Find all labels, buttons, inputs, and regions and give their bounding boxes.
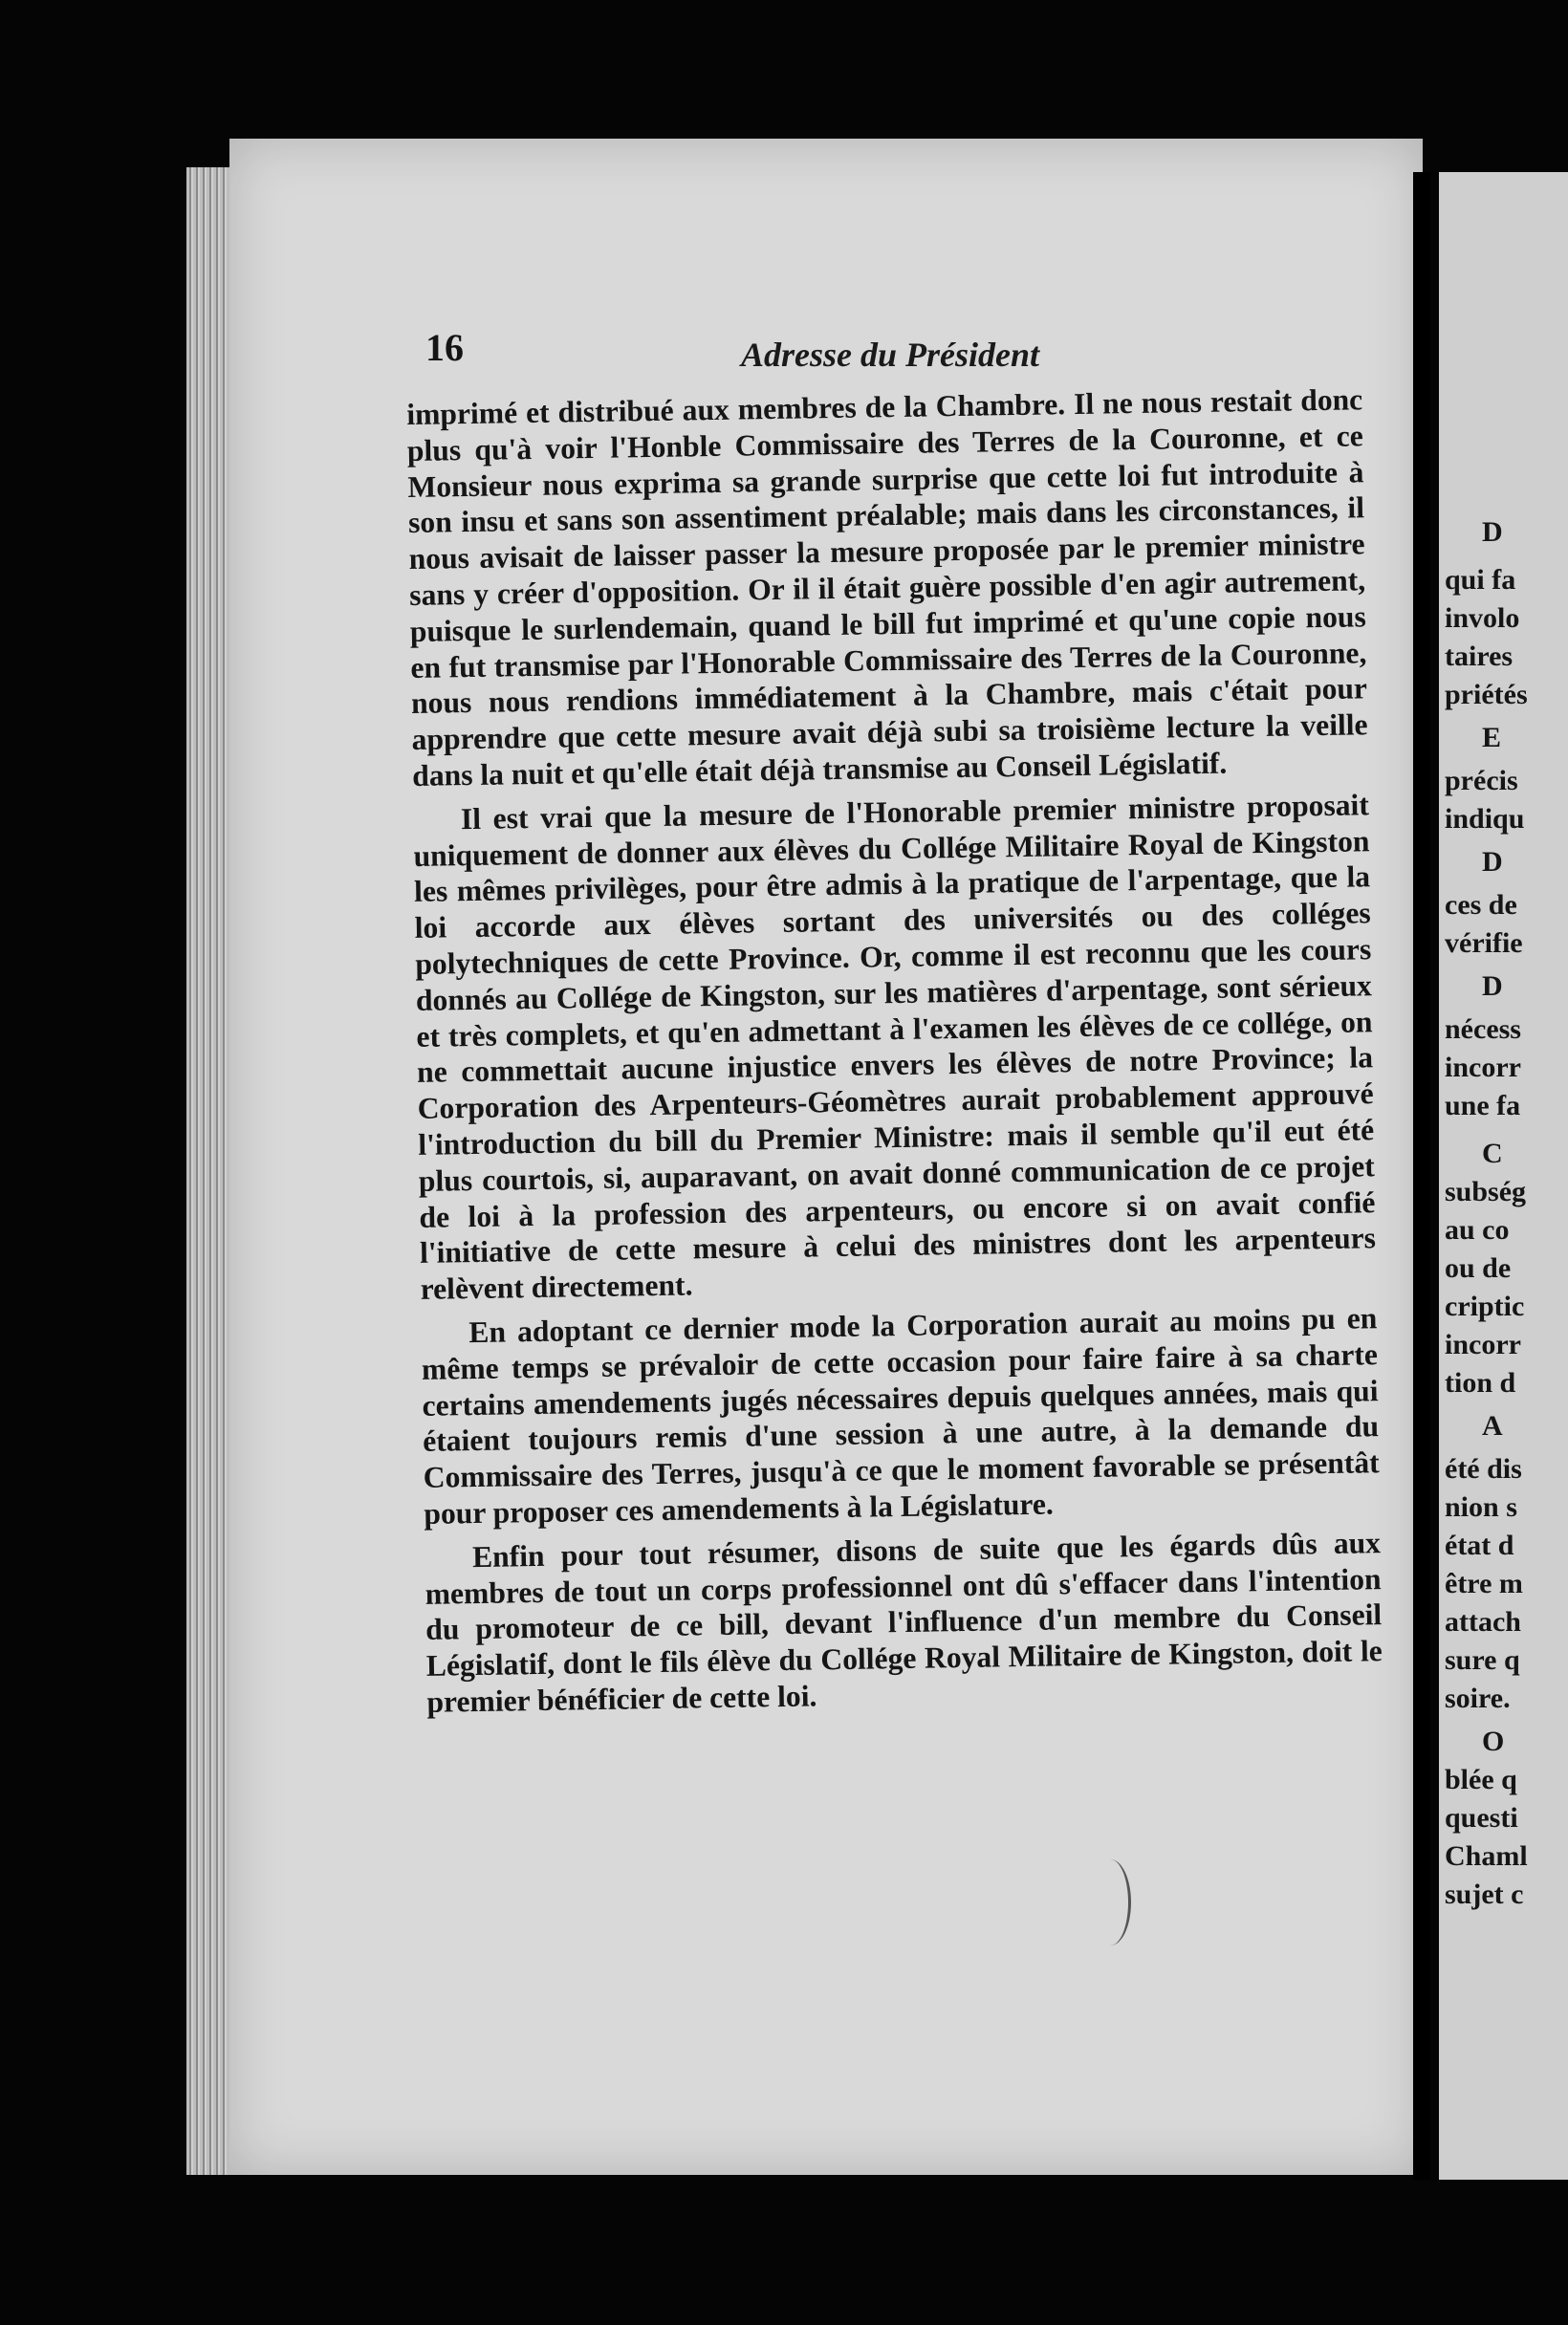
facing-page-fragment: taires: [1445, 641, 1514, 672]
facing-page-fragment: une fa: [1445, 1090, 1521, 1121]
facing-page-fragment: précis: [1445, 765, 1518, 796]
facing-page-fragment: incorr: [1445, 1052, 1521, 1083]
facing-page-fragment: blée q: [1445, 1764, 1517, 1795]
facing-page-fragment: attach: [1445, 1606, 1521, 1638]
facing-page-fragment: D: [1482, 970, 1503, 1002]
facing-page-fragment: priétés: [1445, 679, 1528, 710]
facing-page-fragment: incorr: [1445, 1329, 1521, 1360]
facing-page: [1439, 172, 1568, 2180]
facing-page-fragment: état d: [1445, 1530, 1514, 1561]
facing-page-fragment: ces de: [1445, 889, 1517, 921]
facing-page-fragment: questi: [1445, 1802, 1518, 1834]
facing-page-fragment: A: [1482, 1410, 1503, 1442]
facing-page-fragment: être m: [1445, 1568, 1523, 1599]
facing-page-fragment: D: [1482, 846, 1503, 878]
facing-page-fragment: au co: [1445, 1214, 1510, 1246]
book-spine: [1413, 172, 1430, 2180]
facing-page-fragment: Chaml: [1445, 1840, 1528, 1872]
ink-mark: [1090, 1859, 1131, 1945]
facing-page-fragment: été dis: [1445, 1453, 1522, 1485]
facing-page-fragment: soire.: [1445, 1683, 1511, 1714]
facing-page-fragment: C: [1482, 1138, 1503, 1169]
body-text: [406, 381, 1383, 1727]
facing-page-fragment: sure q: [1445, 1644, 1520, 1676]
page-header: [425, 325, 1382, 382]
facing-page-fragment: indiqu: [1445, 803, 1525, 835]
paragraph-3: En adoptant ce dernier mode la Corporation aurait au moins pu en même temps se prévaloir de cette occasion pour faire faire à sa charte certains amendements jugés nécessaires depuis quelques années, mais qui étaient toujours remis d'une session à une autre, à la demande du Commissaire des Terres, jusqu'à ce que le moment favorable se présentât pour proposer ces amendements à la Législature.: [421, 1301, 1380, 1531]
facing-page-fragment: tion d: [1445, 1367, 1516, 1399]
facing-page-fragment: vérifie: [1445, 927, 1523, 959]
facing-page-fragment: subség: [1445, 1176, 1527, 1207]
facing-page-fragment: nion s: [1445, 1491, 1517, 1523]
facing-page-fragment: involo: [1445, 602, 1520, 634]
paragraph-4: Enfin pour tout résumer, disons de suite que les égards dûs aux membres de tout un corps professionnel ont dû s'effacer dans l'intention du promoteur de ce bill, devant l'influence d'un membre du Conseil Législatif, dont le fils élève du Collége Royal Militaire de Kingston, doit le premier bénéficier de cette loi.: [425, 1525, 1383, 1719]
facing-page-fragment: criptic: [1445, 1291, 1525, 1322]
running-title: Adresse du Président: [741, 336, 1040, 374]
paragraph-1: imprimé et distribué aux membres de la Chambre. Il ne nous restait donc plus qu'à voir l'Honble Commissaire des Terres de la Couronne, et ce Monsieur nous exprima sa grande surprise que cette loi fut introduite à son insu et sans son assentiment préalable; mais dans les circonstances, il nous avisait de laisser passer la mesure proposée par le premier ministre sans y créer d'opposition. Or il il était guère possible d'en agir autrement, puisque le surlendemain, quand le bill fut imprimé et qu'une copie nous en fut transmise par l'Honorable Commissaire des Terres de la Couronne, nous nous rendions immédiatement à la Chambre, mais c'était pour apprendre que cette mesure avait déjà subi sa troisième lecture la veille dans la nuit et qu'elle était déjà transmise au Conseil Législatif.: [406, 382, 1368, 793]
facing-page-fragment: D: [1482, 516, 1503, 548]
facing-page-fragment: E: [1482, 722, 1502, 753]
facing-page-fragment: nécess: [1445, 1013, 1521, 1045]
facing-page-fragment: O: [1482, 1726, 1505, 1757]
facing-page-fragment: sujet c: [1445, 1879, 1524, 1910]
facing-page-fragment: qui fa: [1445, 564, 1516, 596]
paragraph-2: Il est vrai que la mesure de l'Honorable premier ministre proposait uniquement de donner aux élèves du Collége Militaire Royal de Kingston les mêmes privilèges, pour être admis à la pratique de l'arpentage, que la loi accorde aux élèves sortant des universités ou des colléges polytechniques de cette Province. Or, comme il est reconnu que les cours donnés au Collége de Kingston, sur les matières d'arpentage, sont sérieux et très complets, et qu'en admettant à l'examen les élèves de ce collége, on ne commettait aucune injustice envers les élèves de notre Province; la Corporation des Arpenteurs-Géomètres aurait probablement approuvé l'introduction du bill du Premier Ministre: mais il semble qu'il eut été plus courtois, si, auparavant, on avait donné communication de ce projet de loi à la profession des arpenteurs, ou encore si on avait confié l'initiative de cette mesure à celui des ministres dont les arpenteurs relèvent directement.: [413, 788, 1377, 1307]
page-number: 16: [425, 326, 464, 369]
facing-page-fragment: ou de: [1445, 1252, 1512, 1284]
